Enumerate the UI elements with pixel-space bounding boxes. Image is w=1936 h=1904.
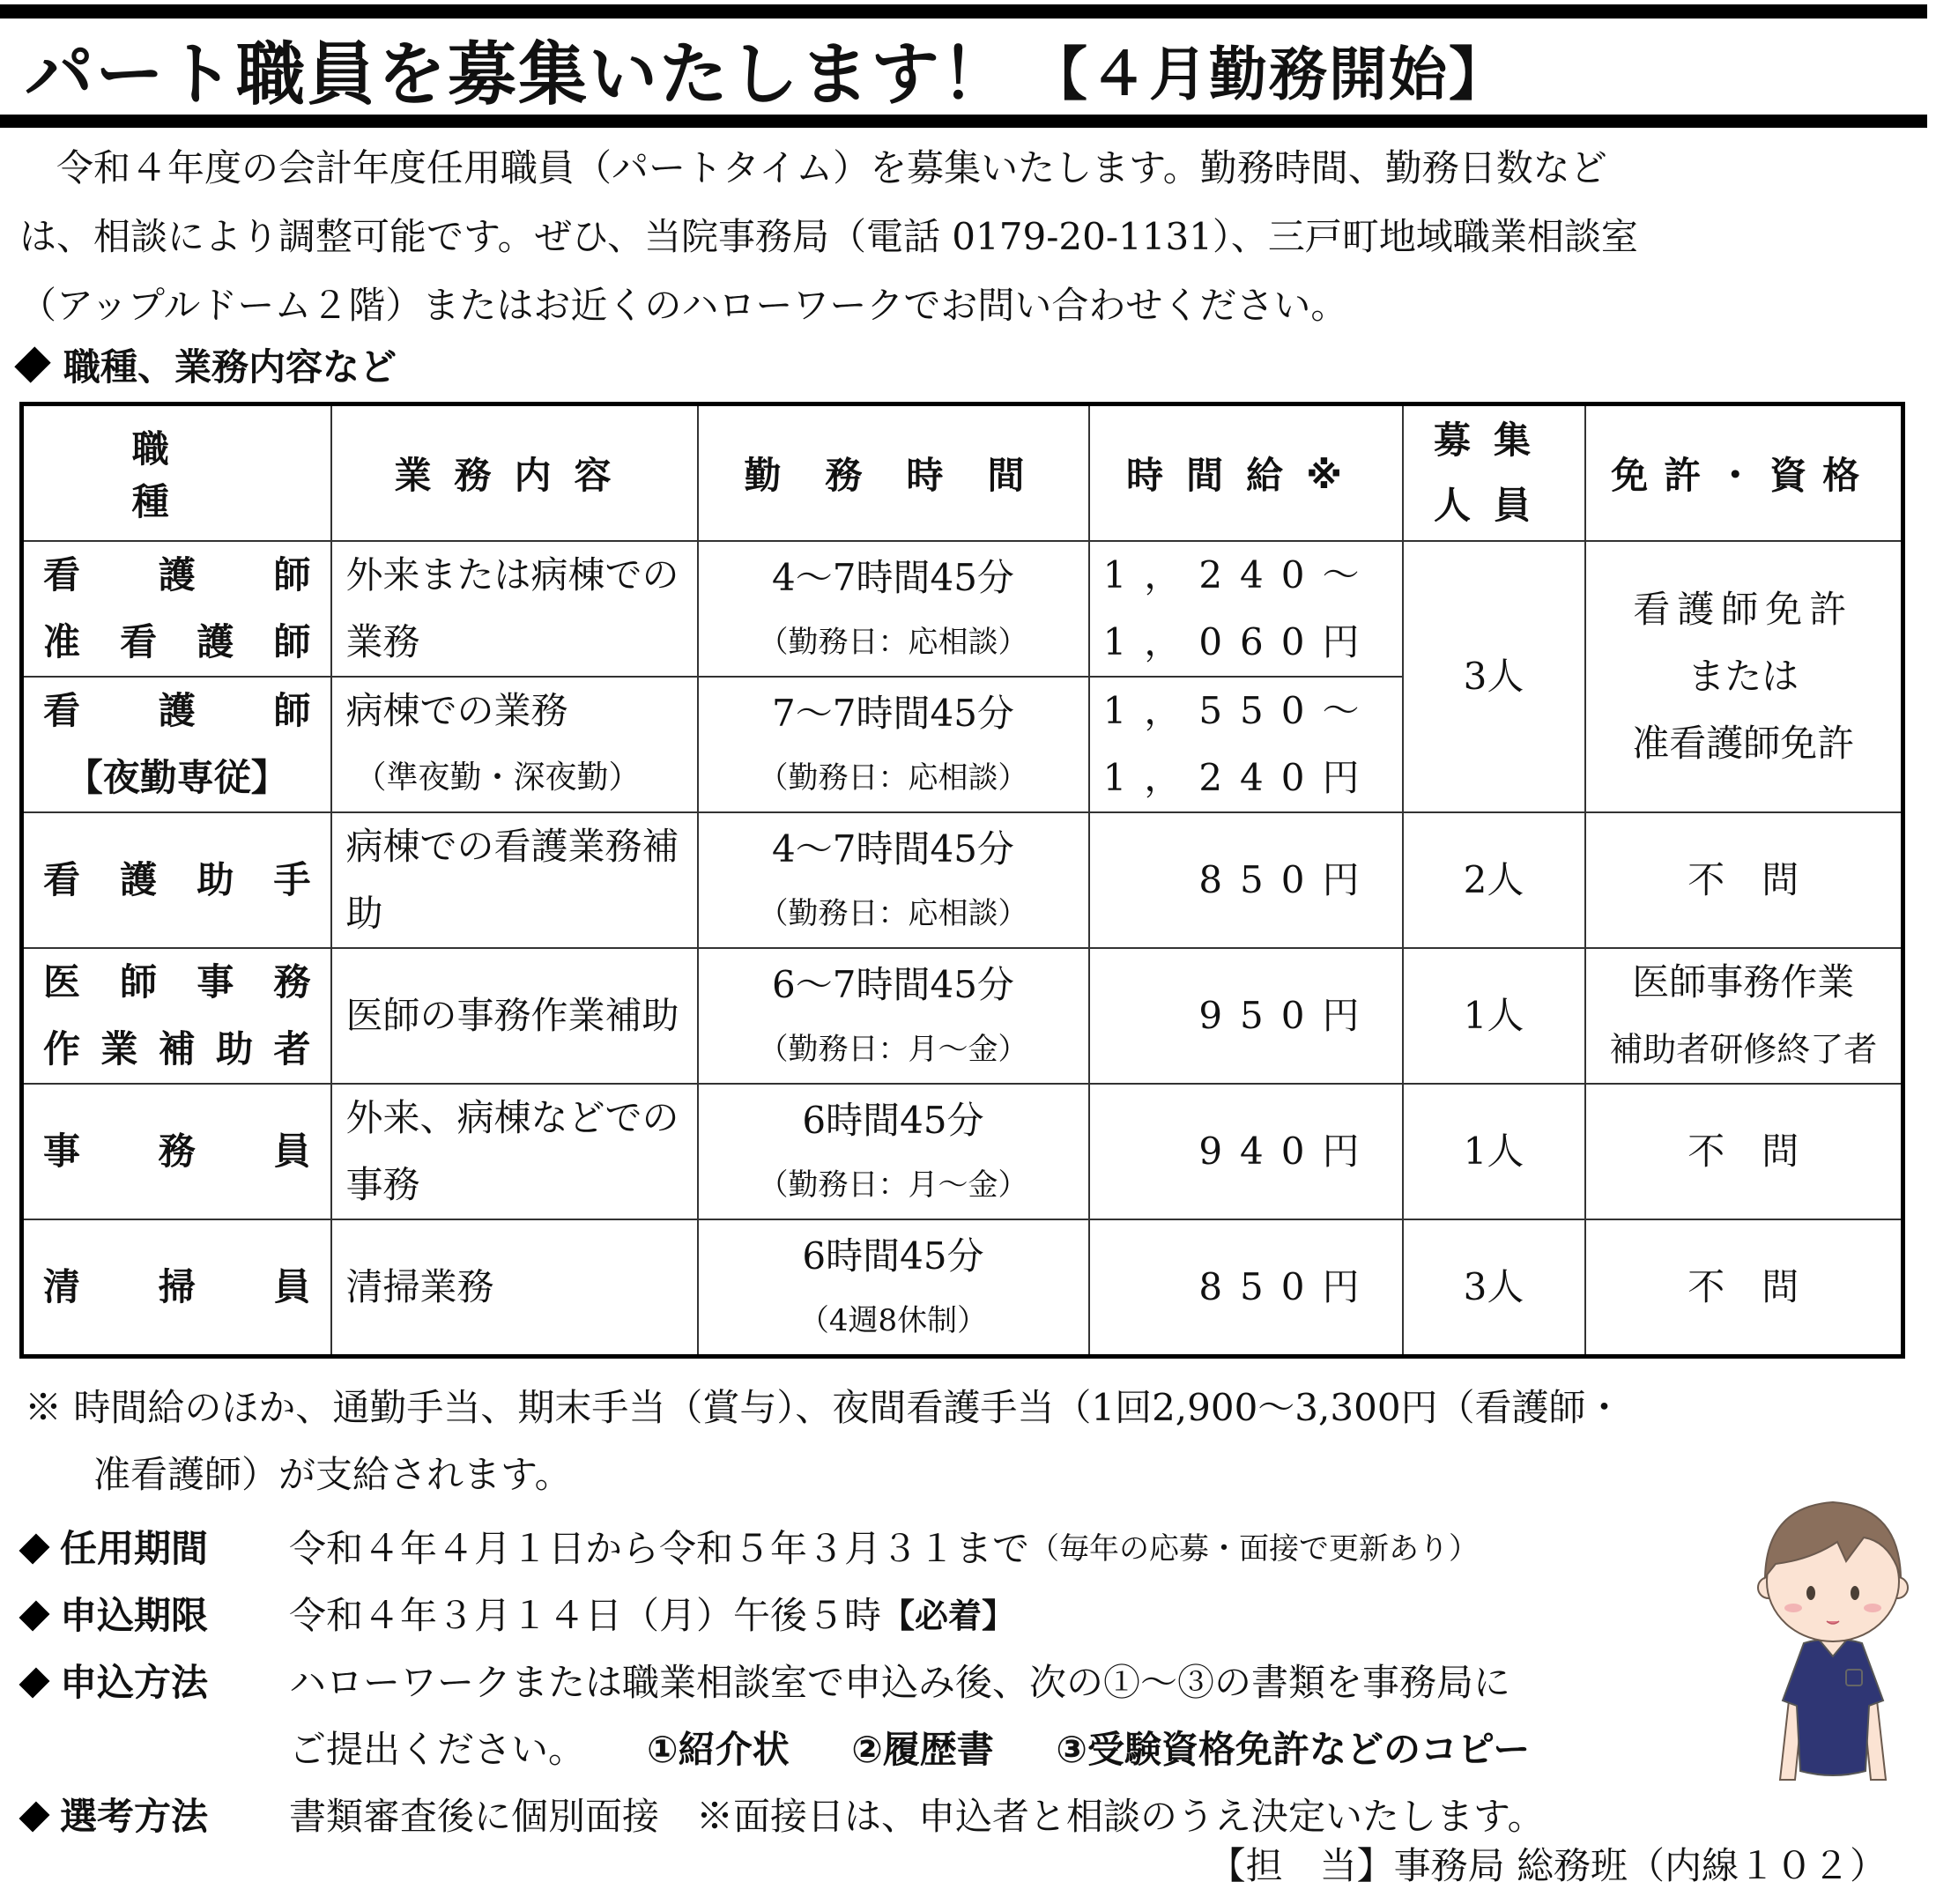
cell-license: 不 問 [1585, 1219, 1903, 1357]
term-value: 令和４年４月１日から令和５年３月３１まで [289, 1527, 1030, 1570]
header-count [1403, 404, 1585, 542]
cell-time [698, 541, 1089, 677]
table-header-row [22, 404, 1903, 542]
wage-line: 1，240円 [1102, 756, 1377, 799]
cell-duty [331, 677, 698, 812]
type-line: 作業補助者 [43, 1027, 311, 1071]
diamond-bullet-icon [19, 1600, 49, 1631]
title-start-month: 【４月勤務開始】 [1029, 40, 1509, 108]
cell-count: 1人 [1403, 948, 1585, 1084]
diamond-bullet-icon [19, 1667, 49, 1698]
type-line: 准看護師 [43, 620, 311, 663]
duty-note: （準夜勤・深夜勤） [354, 759, 641, 796]
info-label-text: 選考方法 [60, 1795, 209, 1838]
cell-duty: 清掃業務 [331, 1219, 698, 1357]
section-heading [21, 338, 397, 391]
license-line: 看護師免許 [1633, 588, 1854, 631]
cell-license [1585, 948, 1903, 1084]
time-days: （勤務日：月～金） [758, 1032, 1028, 1067]
cell-count: 3人 [1403, 1219, 1585, 1357]
info-label-spacer [21, 1716, 289, 1783]
header-wage: 時間給※ [1089, 404, 1403, 542]
type-line: 事 務 員 [43, 1130, 311, 1173]
required-documents [647, 1716, 1579, 1783]
info-label-text: 申込期限 [60, 1594, 209, 1637]
license-line: または [1688, 655, 1799, 698]
time-days: （勤務日：応相談） [758, 760, 1028, 796]
cell-license: 不 問 [1585, 1084, 1903, 1219]
time-hours: 4～7時間45分 [772, 556, 1014, 599]
cell-type [22, 812, 331, 948]
cell-wage: 850円 [1089, 1219, 1403, 1357]
info-method [21, 1649, 1748, 1716]
intro-paragraph [19, 134, 1914, 340]
cell-license: 不 問 [1585, 812, 1903, 948]
cell-count: 1人 [1403, 1084, 1585, 1219]
application-info [21, 1515, 1748, 1850]
method-line2: ご提出ください。 [289, 1728, 586, 1771]
cell-type [22, 948, 331, 1084]
info-label-text: 任用期間 [60, 1527, 209, 1570]
wage-footnote [25, 1374, 1919, 1508]
wage-line: 1，060円 [1102, 620, 1377, 663]
cell-duty: 外来、病棟などでの事務 [331, 1084, 698, 1219]
table-row [22, 948, 1903, 1084]
table-row [22, 812, 1903, 948]
selection-value: 書類審査後に個別面接 ※面接日は、申込者と相談のうえ決定いたします。 [289, 1795, 1545, 1838]
time-days: （4週8休制） [798, 1303, 988, 1338]
cell-license-nurses [1585, 541, 1903, 812]
cell-duty: 外来または病棟での業務 [331, 541, 698, 677]
cell-time [698, 948, 1089, 1084]
title-main: パート職員を募集いたします！ [25, 35, 1013, 115]
intro-line: （アップルドーム２階）またはお近くのハローワークでお問い合わせください。 [19, 284, 1348, 327]
table-row [22, 1219, 1903, 1357]
header-count-line2: 人員 [1433, 484, 1554, 527]
doc-item: ③受験資格免許などのコピー [1056, 1728, 1531, 1771]
wage-line: 1，240～ [1102, 553, 1377, 596]
title-underline-rule [0, 115, 1927, 128]
info-label [21, 1515, 289, 1582]
cell-count-nurses: 3人 [1403, 541, 1585, 812]
type-line: 清 掃 員 [43, 1265, 311, 1308]
cell-time [698, 1084, 1089, 1219]
intro-line: は、相談により調整可能です。ぜひ、当院事務局（電話 0179-20-1131）、三戸町地域職業相談室 [19, 215, 1638, 258]
type-line: 医師事務 [43, 960, 311, 1004]
cell-time [698, 677, 1089, 812]
info-method-docs [21, 1716, 1748, 1783]
table-row [22, 1084, 1903, 1219]
method-line1: ハローワークまたは職業相談室で申込み後、次の①～③の書類を事務局に [289, 1661, 1511, 1704]
time-days: （勤務日：応相談） [758, 896, 1028, 931]
license-line: 補助者研修終了者 [1609, 1030, 1878, 1069]
header-license: 免許・資格 [1585, 404, 1903, 542]
term-note: （毎年の応募・面接で更新あり） [1029, 1531, 1480, 1567]
type-line: 看護助手 [43, 858, 311, 901]
cell-wage: 940円 [1089, 1084, 1403, 1219]
cell-count: 2人 [1403, 812, 1585, 948]
contact-person: 【担 当】事務局 総務班（内線１０２） [1208, 1844, 1887, 1887]
staff-illustration-icon [1740, 1489, 1925, 1789]
header-time: 勤務時間 [698, 404, 1089, 542]
cell-wage [1089, 541, 1403, 677]
page-title [25, 25, 1509, 113]
cell-duty: 病棟での看護業務補助 [331, 812, 698, 948]
type-line: 【夜勤専従】 [65, 756, 288, 799]
doc-item: ②履歴書 [851, 1728, 994, 1771]
time-hours: 6時間45分 [802, 1234, 984, 1278]
time-days: （勤務日：月～金） [758, 1167, 1028, 1203]
info-label-text: 申込方法 [60, 1661, 209, 1704]
header-count-line1: 募集 [1433, 419, 1554, 462]
diamond-bullet-icon [19, 1801, 49, 1832]
header-type: 職種 [22, 404, 331, 542]
info-label [21, 1783, 289, 1850]
cell-type [22, 677, 331, 812]
type-line: 看 護 師 [43, 553, 311, 596]
cell-time [698, 1219, 1089, 1357]
cell-duty: 医師の事務作業補助 [331, 948, 698, 1084]
job-table [19, 402, 1905, 1359]
info-deadline [21, 1582, 1748, 1649]
license-line: 医師事務作業 [1632, 960, 1855, 1004]
section-heading-text: 職種、業務内容など [63, 345, 397, 389]
deadline-emphasis: 【必着】 [881, 1597, 1016, 1635]
footnote-line: 准看護師）が支給されます。 [93, 1453, 572, 1496]
time-hours: 6時間45分 [802, 1099, 984, 1142]
cell-type [22, 1219, 331, 1357]
time-hours: 4～7時間45分 [772, 827, 1014, 871]
cell-wage: 950円 [1089, 948, 1403, 1084]
cell-type [22, 1084, 331, 1219]
diamond-bullet-icon [19, 1533, 49, 1564]
footnote-line: ※ 時間給のほか、通勤手当、期末手当（賞与）、夜間看護手当（1回2,900～3,300円（看護師・ [25, 1386, 1623, 1429]
wage-line: 1，550～ [1102, 689, 1377, 732]
diamond-bullet-icon [14, 346, 50, 382]
time-days: （勤務日：応相談） [758, 625, 1028, 660]
deadline-value: 令和４年３月１４日（月）午後５時 [289, 1594, 882, 1637]
table-row [22, 541, 1903, 677]
info-label [21, 1582, 289, 1649]
doc-item: ①紹介状 [647, 1728, 790, 1771]
intro-line: 令和４年度の会計年度任用職員（パートタイム）を募集いたします。勤務時間、勤務日数など [19, 146, 1607, 189]
cell-wage [1089, 677, 1403, 812]
duty-main: 病棟での業務 [345, 689, 568, 732]
time-hours: 7～7時間45分 [772, 692, 1014, 735]
top-rule [0, 4, 1927, 19]
cell-time [698, 812, 1089, 948]
cell-type [22, 541, 331, 677]
info-term [21, 1515, 1748, 1582]
cell-wage: 850円 [1089, 812, 1403, 948]
header-duty: 業務内容 [331, 404, 698, 542]
info-label [21, 1649, 289, 1716]
license-line: 准看護師免許 [1632, 722, 1855, 765]
type-line: 看 護 師 [43, 689, 311, 732]
time-hours: 6～7時間45分 [772, 963, 1014, 1006]
